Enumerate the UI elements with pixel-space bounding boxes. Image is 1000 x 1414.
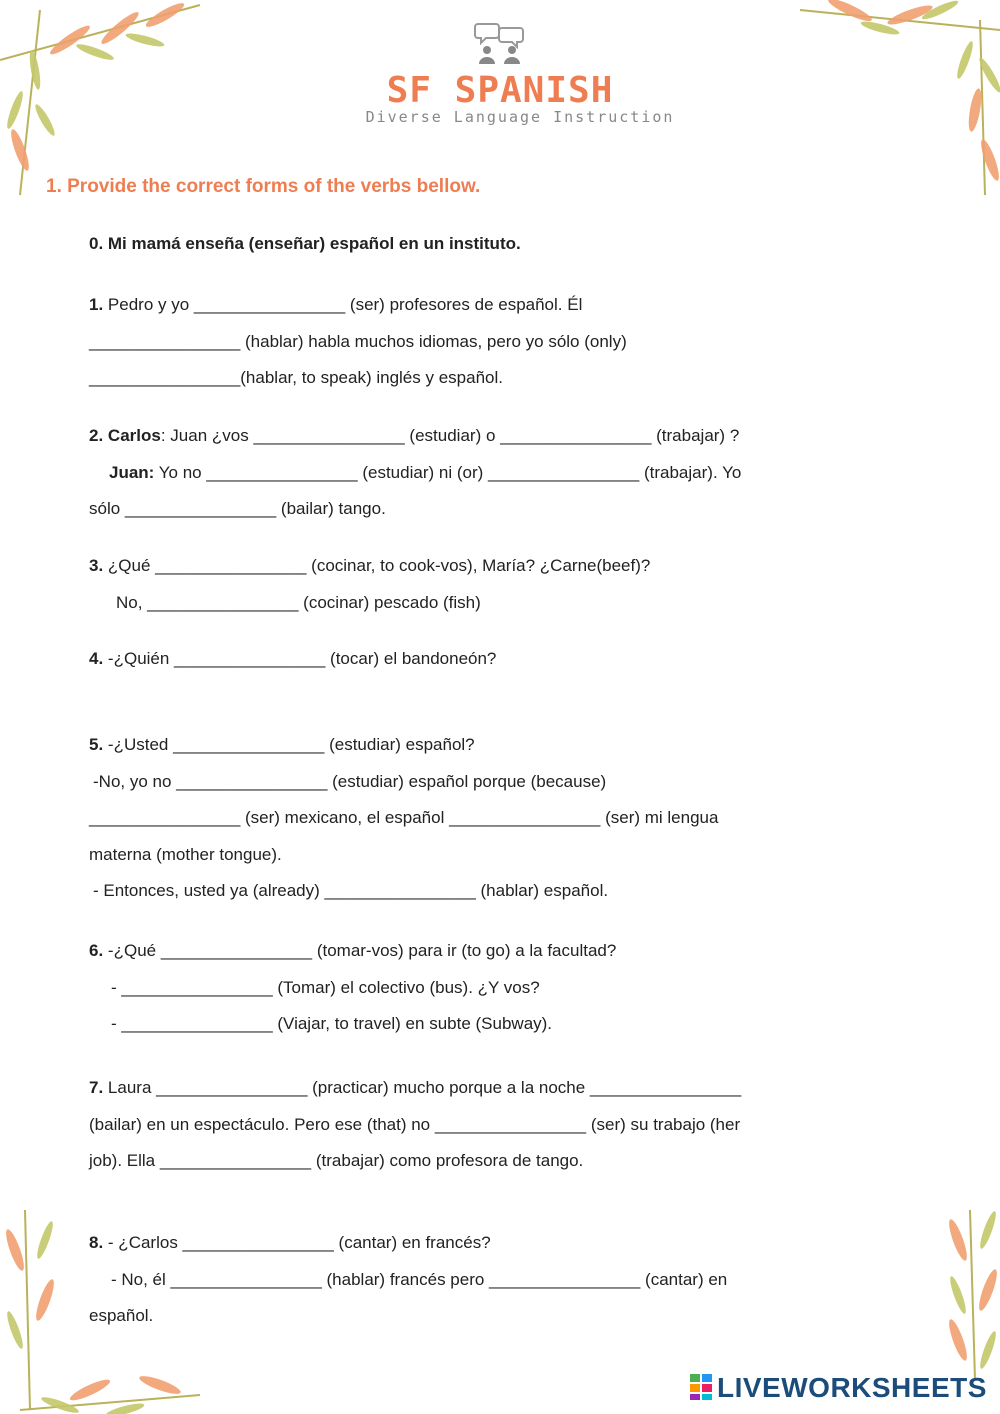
exercise-line: ________________ (ser) mexicano, el español ________________ (ser) mi lengua <box>89 808 719 827</box>
exercise-line: - ________________ (Viajar, to travel) en subte (Subway). <box>111 1014 553 1033</box>
exercise-number: 4. <box>89 649 104 668</box>
exercise-line: - Entonces, usted ya (already) ________________ (hablar) español. <box>93 881 609 900</box>
exercise-7 <box>89 1070 859 1180</box>
speaker-name: Juan: <box>109 462 155 482</box>
exercise-line: - ________________ (Tomar) el colectivo (bus). ¿Y vos? <box>111 977 540 997</box>
exercise-line: ________________ (hablar) habla muchos idiomas, pero yo sólo (only) <box>89 331 627 351</box>
exercise-1 <box>89 287 859 397</box>
speech-bubbles-people-icon <box>470 20 530 66</box>
exercise-6 <box>89 933 859 1043</box>
brand-name: SF SPANISH <box>386 70 614 111</box>
exercise-4 <box>89 641 859 678</box>
exercise-5 <box>89 727 859 910</box>
exercise-line: español. <box>89 1306 154 1325</box>
exercise-line: Laura ________________ (practicar) mucho porque a la noche ________________ <box>107 1078 742 1097</box>
exercise-line: - ¿Carlos ________________ (cantar) en francés? <box>107 1233 491 1252</box>
exercise-line: materna (mother tongue). <box>89 844 282 864</box>
exercise-line: No, ________________ (cocinar) pescado (fish) <box>116 592 481 612</box>
bottom-right-branch-icon <box>930 1210 1000 1380</box>
speaker-name: Carlos <box>107 426 161 445</box>
exercise-line: ¿Qué ________________ (cocinar, to cook-vos), María? ¿Carne(beef)? <box>107 556 651 575</box>
exercise-line: -¿Qué ________________ (tomar-vos) para ir (to go) a la facultad? <box>107 941 617 960</box>
exercise-line: : Juan ¿vos ________________ (estudiar) o ________________ (trabajar) ? <box>160 426 740 445</box>
exercise-line: Pedro y yo ________________ (ser) profesores de español. Él <box>107 295 583 314</box>
exercise-line: -¿Quién ________________ (tocar) el bandoneón? <box>107 649 497 668</box>
exercise-number: 8. <box>89 1233 104 1252</box>
exercise-line: - No, él ________________ (hablar) francés pero ________________ (cantar) en <box>111 1269 728 1289</box>
exercise-number: 2. <box>89 426 104 445</box>
exercise-line: sólo ________________ (bailar) tango. <box>89 499 386 518</box>
exercise-3 <box>89 548 859 621</box>
exercise-line: -No, yo no ________________ (estudiar) español porque (because) <box>93 771 607 791</box>
exercise-2 <box>89 418 859 528</box>
liveworksheets-logo-icon <box>690 1372 714 1402</box>
exercise-number: 3. <box>89 556 104 575</box>
exercise-line: Yo no ________________ (estudiar) ni (or) ________________ (trabajar). Yo <box>154 462 742 482</box>
brand-tagline: Diverse Language Instruction <box>365 108 675 126</box>
exercise-line: ________________(hablar, to speak) inglés y español. <box>89 368 503 387</box>
exercise-number: 6. <box>89 941 104 960</box>
exercise-number: 1. <box>89 295 104 314</box>
example-sentence: 0. Mi mamá enseña (enseñar) español en un instituto. <box>89 234 521 253</box>
liveworksheets-brand[interactable]: LIVEWORKSHEETS <box>717 1372 987 1403</box>
exercise-number: 5. <box>89 735 104 754</box>
exercise-line: (bailar) en un espectáculo. Pero ese (that) no ________________ (ser) su trabajo (her <box>89 1114 741 1134</box>
exercise-line: -¿Usted ________________ (estudiar) español? <box>107 735 475 754</box>
header-logo <box>0 20 1000 66</box>
exercise-number: 7. <box>89 1078 104 1097</box>
section-title: 1. Provide the correct forms of the verbs bellow. <box>46 176 481 197</box>
exercise-8 <box>89 1225 859 1335</box>
exercise-line: job). Ella ________________ (trabajar) como profesora de tango. <box>89 1151 584 1170</box>
